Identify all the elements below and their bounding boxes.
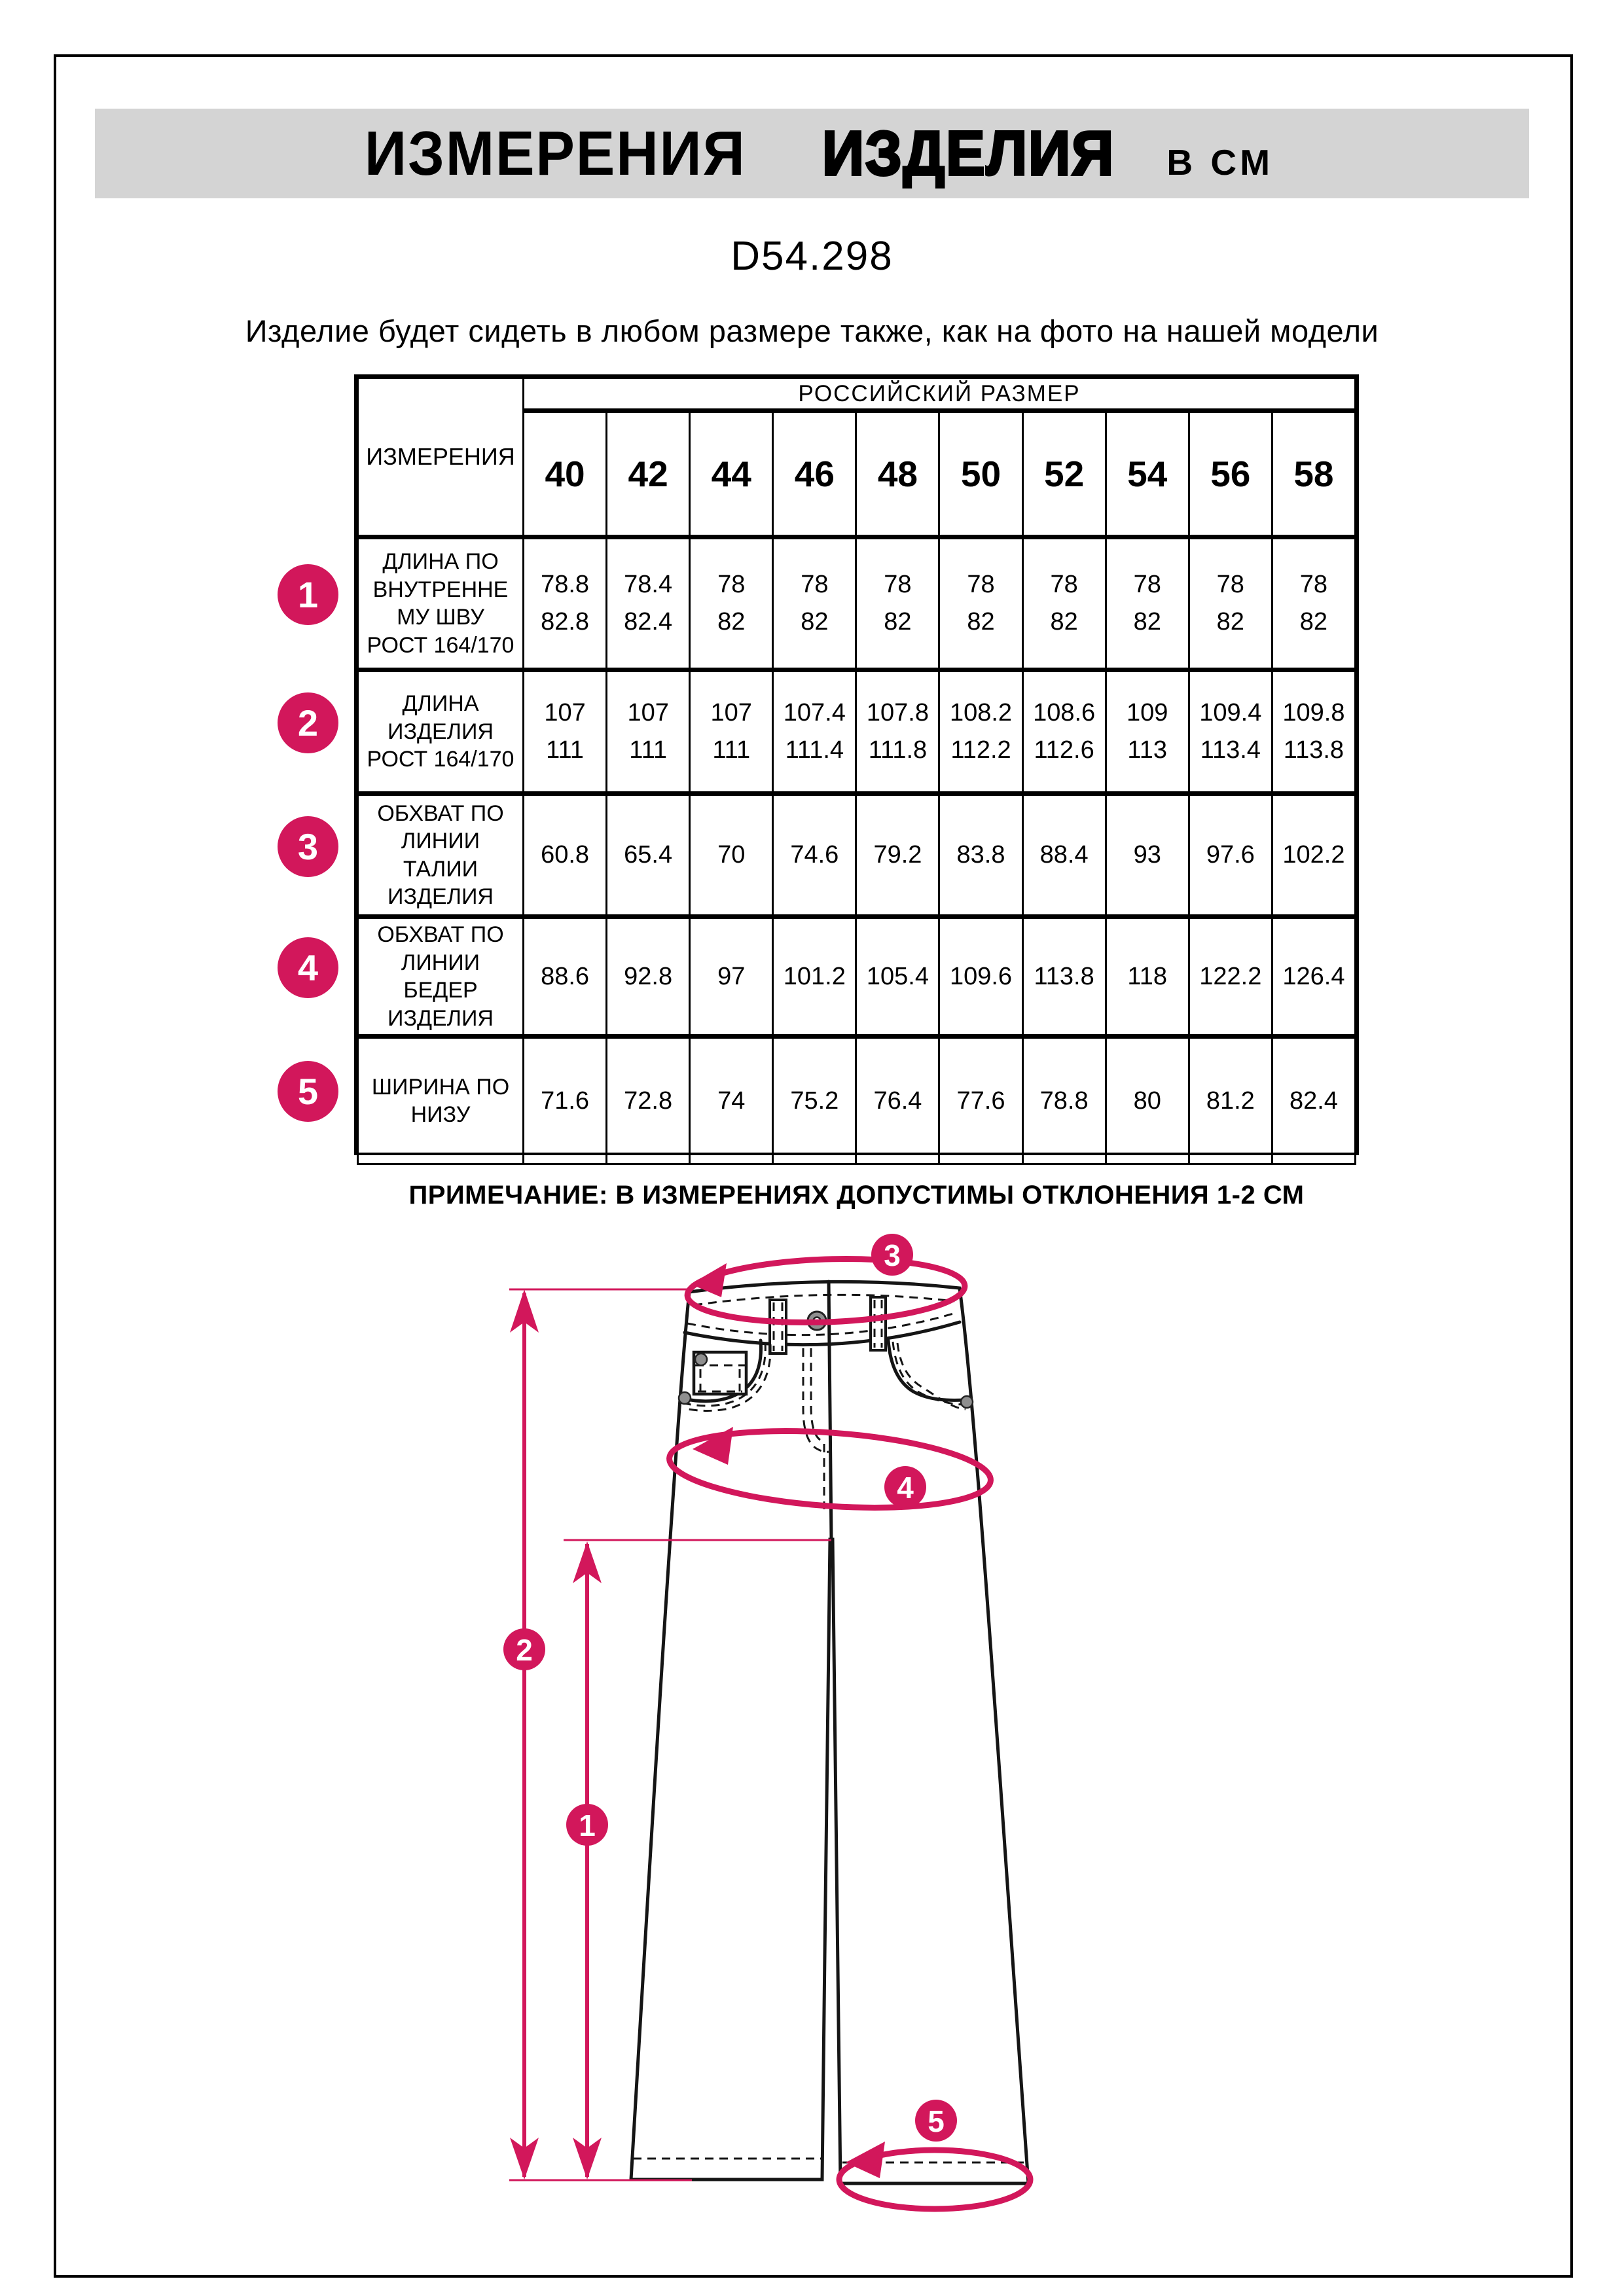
- value-cell: 107 111: [690, 670, 773, 794]
- value-cell: 107 111: [607, 670, 690, 794]
- tolerance-note: ПРИМЕЧАНИЕ: В ИЗМЕРЕНИЯХ ДОПУСТИМЫ ОТКЛОНЕНИЯ 1-2 СМ: [408, 1181, 1305, 1210]
- row-number-badge: 3: [278, 816, 338, 877]
- value-cell: 109 113: [1106, 670, 1189, 794]
- value-cell: 70: [690, 794, 773, 917]
- size-group-header: РОССИЙСКИЙ РАЗМЕР: [524, 378, 1356, 411]
- coin-pocket: [694, 1352, 746, 1394]
- row-number-badge: 1: [278, 564, 338, 625]
- value-cell: 65.4: [607, 794, 690, 917]
- value-cell: 101.2: [773, 917, 856, 1037]
- value-cell: 74: [690, 1037, 773, 1164]
- value-cell: 122.2: [1189, 917, 1272, 1037]
- svg-text:5: 5: [928, 2104, 945, 2138]
- value-cell: 60.8: [524, 794, 607, 917]
- value-cell: 97.6: [1189, 794, 1272, 917]
- fit-subtitle: Изделие будет сидеть в любом размере также, как на фото на нашей модели: [245, 314, 1379, 348]
- svg-text:2: 2: [516, 1633, 533, 1667]
- value-cell: 88.6: [524, 917, 607, 1037]
- pocket-rivet-left-icon: [679, 1392, 691, 1404]
- svg-text:4: 4: [897, 1471, 914, 1505]
- value-cell: 74.6: [773, 794, 856, 917]
- table-corner-label: ИЗМЕРЕНИЯ: [358, 378, 524, 537]
- sketch-marker-2: [503, 1628, 545, 1670]
- value-cell: 83.8: [939, 794, 1022, 917]
- value-cell: 105.4: [856, 917, 939, 1037]
- value-cell: 118: [1106, 917, 1189, 1037]
- size-header-cell: 58: [1272, 411, 1355, 537]
- size-header-cell: 46: [773, 411, 856, 537]
- belt-loop-right: [871, 1297, 886, 1350]
- value-cell: 77.6: [939, 1037, 1022, 1164]
- value-cell: 78 82: [1189, 537, 1272, 670]
- value-cell: 108.6 112.6: [1022, 670, 1106, 794]
- row-label: ШИРИНА ПО НИЗУ: [358, 1037, 524, 1164]
- size-header-cell: 54: [1106, 411, 1189, 537]
- sketch-marker-3: [871, 1234, 913, 1276]
- row-label: ДЛИНА ИЗДЕЛИЯ РОСТ 164/170: [358, 670, 524, 794]
- value-cell: 109.6: [939, 917, 1022, 1037]
- value-cell: 75.2: [773, 1037, 856, 1164]
- page-title-units: В СМ: [1166, 141, 1274, 183]
- size-header-cell: 52: [1022, 411, 1106, 537]
- value-cell: 76.4: [856, 1037, 939, 1164]
- size-header-cell: 56: [1189, 411, 1272, 537]
- value-cell: 93: [1106, 794, 1189, 917]
- value-cell: 126.4: [1272, 917, 1355, 1037]
- sketch-marker-5: [915, 2100, 957, 2142]
- value-cell: 102.2: [1272, 794, 1355, 917]
- inseam-length-arrow: [573, 1541, 602, 2179]
- value-cell: 82.4: [1272, 1037, 1355, 1164]
- size-header-cell: 48: [856, 411, 939, 537]
- value-cell: 107.8 111.8: [856, 670, 939, 794]
- row-number-badge: 5: [278, 1061, 338, 1122]
- value-cell: 78 82: [939, 537, 1022, 670]
- value-cell: 108.2 112.2: [939, 670, 1022, 794]
- size-header-cell: 42: [607, 411, 690, 537]
- value-cell: 92.8: [607, 917, 690, 1037]
- pocket-rivet-right-icon: [961, 1396, 973, 1408]
- svg-text:1: 1: [579, 1808, 596, 1842]
- value-cell: 109.4 113.4: [1189, 670, 1272, 794]
- sketch-marker-4: [884, 1466, 926, 1508]
- product-code: D54.298: [731, 234, 893, 279]
- value-cell: 78 82: [1022, 537, 1106, 670]
- size-header-cell: 40: [524, 411, 607, 537]
- sketch-marker-1: [566, 1804, 608, 1846]
- value-cell: 78 82: [1106, 537, 1189, 670]
- size-header-cell: 44: [690, 411, 773, 537]
- value-cell: 109.8 113.8: [1272, 670, 1355, 794]
- coin-pocket-rivet-icon: [695, 1354, 707, 1365]
- value-cell: 78.8 82.8: [524, 537, 607, 670]
- value-cell: 78.8: [1022, 1037, 1106, 1164]
- value-cell: 78 82: [1272, 537, 1355, 670]
- value-cell: 71.6: [524, 1037, 607, 1164]
- garment-length-arrow: [510, 1289, 539, 2179]
- value-cell: 81.2: [1189, 1037, 1272, 1164]
- value-cell: 80: [1106, 1037, 1189, 1164]
- value-cell: 72.8: [607, 1037, 690, 1164]
- page-title-word1: ИЗМЕРЕНИЯ: [364, 118, 746, 188]
- page-title-word2: ИЗДЕЛИЯ: [822, 118, 1115, 188]
- value-cell: 78.4 82.4: [607, 537, 690, 670]
- value-cell: 88.4: [1022, 794, 1106, 917]
- size-header-cell: 50: [939, 411, 1022, 537]
- value-cell: 107 111: [524, 670, 607, 794]
- value-cell: 78 82: [856, 537, 939, 670]
- belt-loop-left: [770, 1300, 786, 1354]
- value-cell: 107.4 111.4: [773, 670, 856, 794]
- row-number-badge: 4: [278, 937, 338, 998]
- row-label: ДЛИНА ПО ВНУТРЕННЕ МУ ШВУ РОСТ 164/170: [358, 537, 524, 670]
- value-cell: 97: [690, 917, 773, 1037]
- row-number-badge: 2: [278, 692, 338, 753]
- value-cell: 78 82: [773, 537, 856, 670]
- row-label: ОБХВАТ ПО ЛИНИИ БЕДЕР ИЗДЕЛИЯ: [358, 917, 524, 1037]
- row-label: ОБХВАТ ПО ЛИНИИ ТАЛИИ ИЗДЕЛИЯ: [358, 794, 524, 917]
- value-cell: 79.2: [856, 794, 939, 917]
- svg-text:3: 3: [884, 1238, 901, 1272]
- value-cell: 78 82: [690, 537, 773, 670]
- value-cell: 113.8: [1022, 917, 1106, 1037]
